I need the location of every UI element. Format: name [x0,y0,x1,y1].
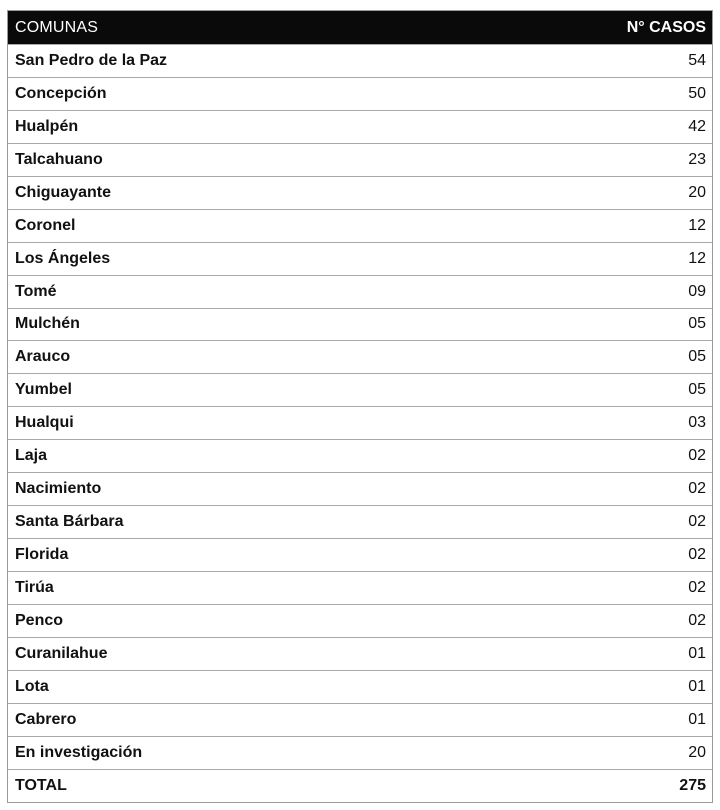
row-value: 20 [688,743,706,761]
row-name: Tirúa [15,578,54,596]
total-row [8,769,712,802]
row-name: Florida [15,546,69,564]
row-name: Los Ángeles [15,249,111,267]
row-name: Lota [15,677,49,695]
row-value: 09 [688,282,706,300]
row-name: Santa Bárbara [15,513,124,531]
row-name: Arauco [15,348,71,366]
table-row [8,736,712,769]
table-header [8,11,712,44]
row-name: Cabrero [15,710,77,728]
table-row [8,209,712,242]
row-name: Hualqui [15,414,74,432]
row-name: Chiguayante [15,183,112,201]
table-row [8,406,712,439]
row-value: 02 [688,546,706,564]
row-value: 42 [688,117,706,135]
row-name: Mulchén [15,315,80,333]
table-row [8,143,712,176]
table-row [8,538,712,571]
row-name: San Pedro de la Paz [15,51,168,69]
row-name: En investigación [15,743,143,761]
table-row [8,571,712,604]
row-name: Curanilahue [15,644,108,662]
table-row [8,604,712,637]
cases-table [7,10,713,803]
row-name: Penco [15,611,64,629]
row-name: Yumbel [15,381,72,399]
header-casos: N° CASOS [626,18,706,36]
table-row [8,308,712,341]
total-label: TOTAL [15,776,67,794]
row-value: 01 [688,677,706,695]
table-row [8,505,712,538]
row-value: 01 [688,710,706,728]
row-name: Talcahuano [15,150,103,168]
table-row [8,275,712,308]
table-row [8,44,712,77]
row-value: 02 [688,578,706,596]
table-row [8,472,712,505]
row-value: 12 [688,216,706,234]
row-value: 50 [688,84,706,102]
row-name: Concepción [15,84,107,102]
row-value: 05 [688,315,706,333]
row-value: 02 [688,513,706,531]
row-name: Tomé [15,282,57,300]
row-value: 20 [688,183,706,201]
total-value: 275 [679,776,706,794]
row-name: Nacimiento [15,480,102,498]
row-value: 23 [688,150,706,168]
row-value: 01 [688,644,706,662]
table-row [8,110,712,143]
row-value: 02 [688,447,706,465]
row-name: Coronel [15,216,76,234]
row-value: 02 [688,611,706,629]
table-row [8,340,712,373]
row-name: Laja [15,447,48,465]
table-row [8,703,712,736]
header-comunas: COMUNAS [15,18,99,36]
row-value: 54 [688,51,706,69]
row-value: 05 [688,348,706,366]
row-value: 12 [688,249,706,267]
table-row [8,242,712,275]
table-row [8,176,712,209]
row-value: 05 [688,381,706,399]
table-row [8,77,712,110]
table-row [8,439,712,472]
table-row [8,637,712,670]
row-value: 02 [688,480,706,498]
table-row [8,670,712,703]
row-value: 03 [688,414,706,432]
row-name: Hualpén [15,117,79,135]
table-row [8,373,712,406]
